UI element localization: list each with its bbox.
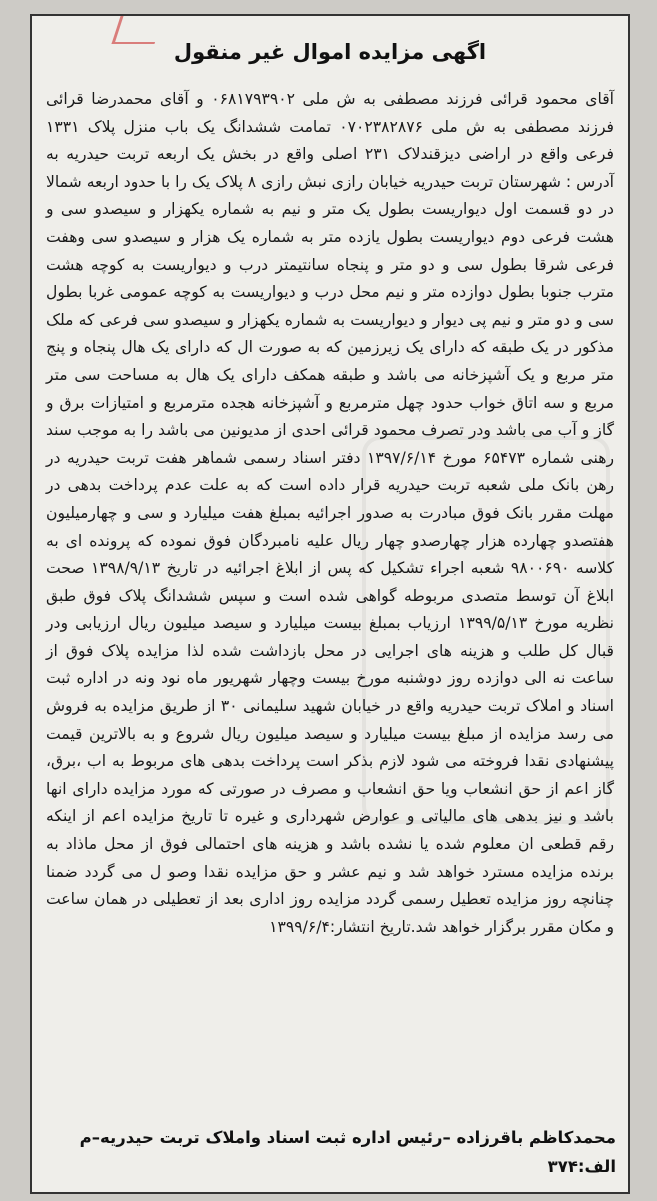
notice-signature: محمدکاظم باقرزاده –رئیس اداره ثبت اسناد واملاک تربت حیدریه–م [79,1128,616,1147]
notice-body: آقای محمود قرائی فرزند مصطفی به ش ملی ۰۶۸۱۷۹۳۹۰۲ و آقای محمدرضا قرائی فرزند مصطفی به ش ملی ۰۷۰۲۳۸۲۸۷۶ تمامت ششدانگ یک باب منزل پلاک ۱۳۳۱ فرعی واقع در اراضی دیزقندلاک ۲۳۱ اصلی واقع در بخش یک اربعه تربت حیدریه به آدرس : شهرستان تربت حیدریه خیابان رازی نبش رازی ۸ پلاک یک را با حدود اربعه شمالا در دو قسمت اول دیواریست بطول یک متر و نیم به شماره یکهزار و سیصدو سی و هشت فرعی دوم دیواریست بطول یازده متر به شماره یک هزار و سیصدو سی وهفت فرعی شرقا بطول سی و دو متر و پنجاه سانتیمتر درب و دیواریست به کوچه هشت مترب جنوبا بطول دوازده متر و نیم محل درب و دیواریست به کوچه عمومی غربا بطول سی و دو متر و نیم پی دیوار و دیواریست به شماره یکهزار و سیصدو سی فرعی که ملک مذکور در یک طبقه که دارای یک زیرزمین که به صورت ال که دارای یک هال پنجاه و پنج متر مربع و یک آشپزخانه می باشد و طبقه همکف دارای یک هال به مساحت سی متر مربع و سه اتاق خواب حدود چهل مترمربع و آشپزخانه هجده مترمربع و امتیازات برق و گاز و آب می باشد ودر تصرف محمود قرائی احدی از مدیونین می باشد را به موجب سند رهنی شماره ۶۵۴۷۳ مورخ ۱۳۹۷/۶/۱۴ دفتر اسناد رسمی شماهر هفت تربت حیدریه در رهن بانک ملی شعبه تربت حیدریه قرار داده است که به علت عدم پرداخت بدهی در مهلت مقرر بانک فوق مبادرت به صدور اجرائیه بمبلغ هفت میلیارد و سی و چهارمیلیون هفتصدو چهارده هزار چهارصدو چهار ریال علیه نامبردگان فوق نموده که پرونده ای به کلاسه ۹۸۰۰۶۹۰ شعبه اجراء تشکیل که پس از ابلاغ اجرائیه در تاریخ ۱۳۹۸/۹/۱۳ صحت ابلاغ آن توسط متصدی مربوطه گواهی شده است و سپس ششدانگ پلاک فوق طبق نظریه مورخ ۱۳۹۹/۵/۱۳ ارزیاب بمبلغ بیست میلیارد و سیصد میلیون ریال ارزیابی ودر قبال کل طلب و هزینه های اجرایی در محل بازداشت شده لذا مزایده پلاک فوق از ساعت نه الی دوازده روز دوشنبه مورخ بیست وچهار شهریور ماه نود ونه در اداره ثبت اسناد و املاک تربت حیدریه واقع در خیابان شهید سلیمانی ۳۰ از طریق مزایده به فروش می رسد مزایده از مبلغ بیست میلیارد و سیصد میلیون ریال شروع و به بالاترین قیمت پیشنهادی نقدا فروخته می شود لازم بذکر است پرداخت بدهی های مربوط به اب ،برق، گاز اعم از حق انشعاب ویا حق انشعاب و مصرف در صورتی که مورد مزایده دارای انها باشد و نیز بدهی های مالیاتی و عوارض شهرداری و غیره تا تاریخ مزایده اعم از اینکه رقم قطعی ان معلوم شده یا نشده باشد و هزینه های احتمالی فوق از محل ماذاد به برنده مزایده مسترد خواهد شد و نیم عشر و حق مزایده نقدا وصو ل می گردد ضمنا چنانچه روز مزایده تعطیل رسمی گردد مزایده روز اداری بعد از تعطیلی در همان ساعت و مکان مقرر برگزار خواهد شد.تاریخ انتشار:۱۳۹۹/۶/۴ [46,90,615,936]
notice-reference-number: الف:۳۷۴ [547,1157,616,1176]
notice-title: اگهی مزایده اموال غیر منقول [173,40,487,64]
newspaper-notice [30,14,630,1194]
